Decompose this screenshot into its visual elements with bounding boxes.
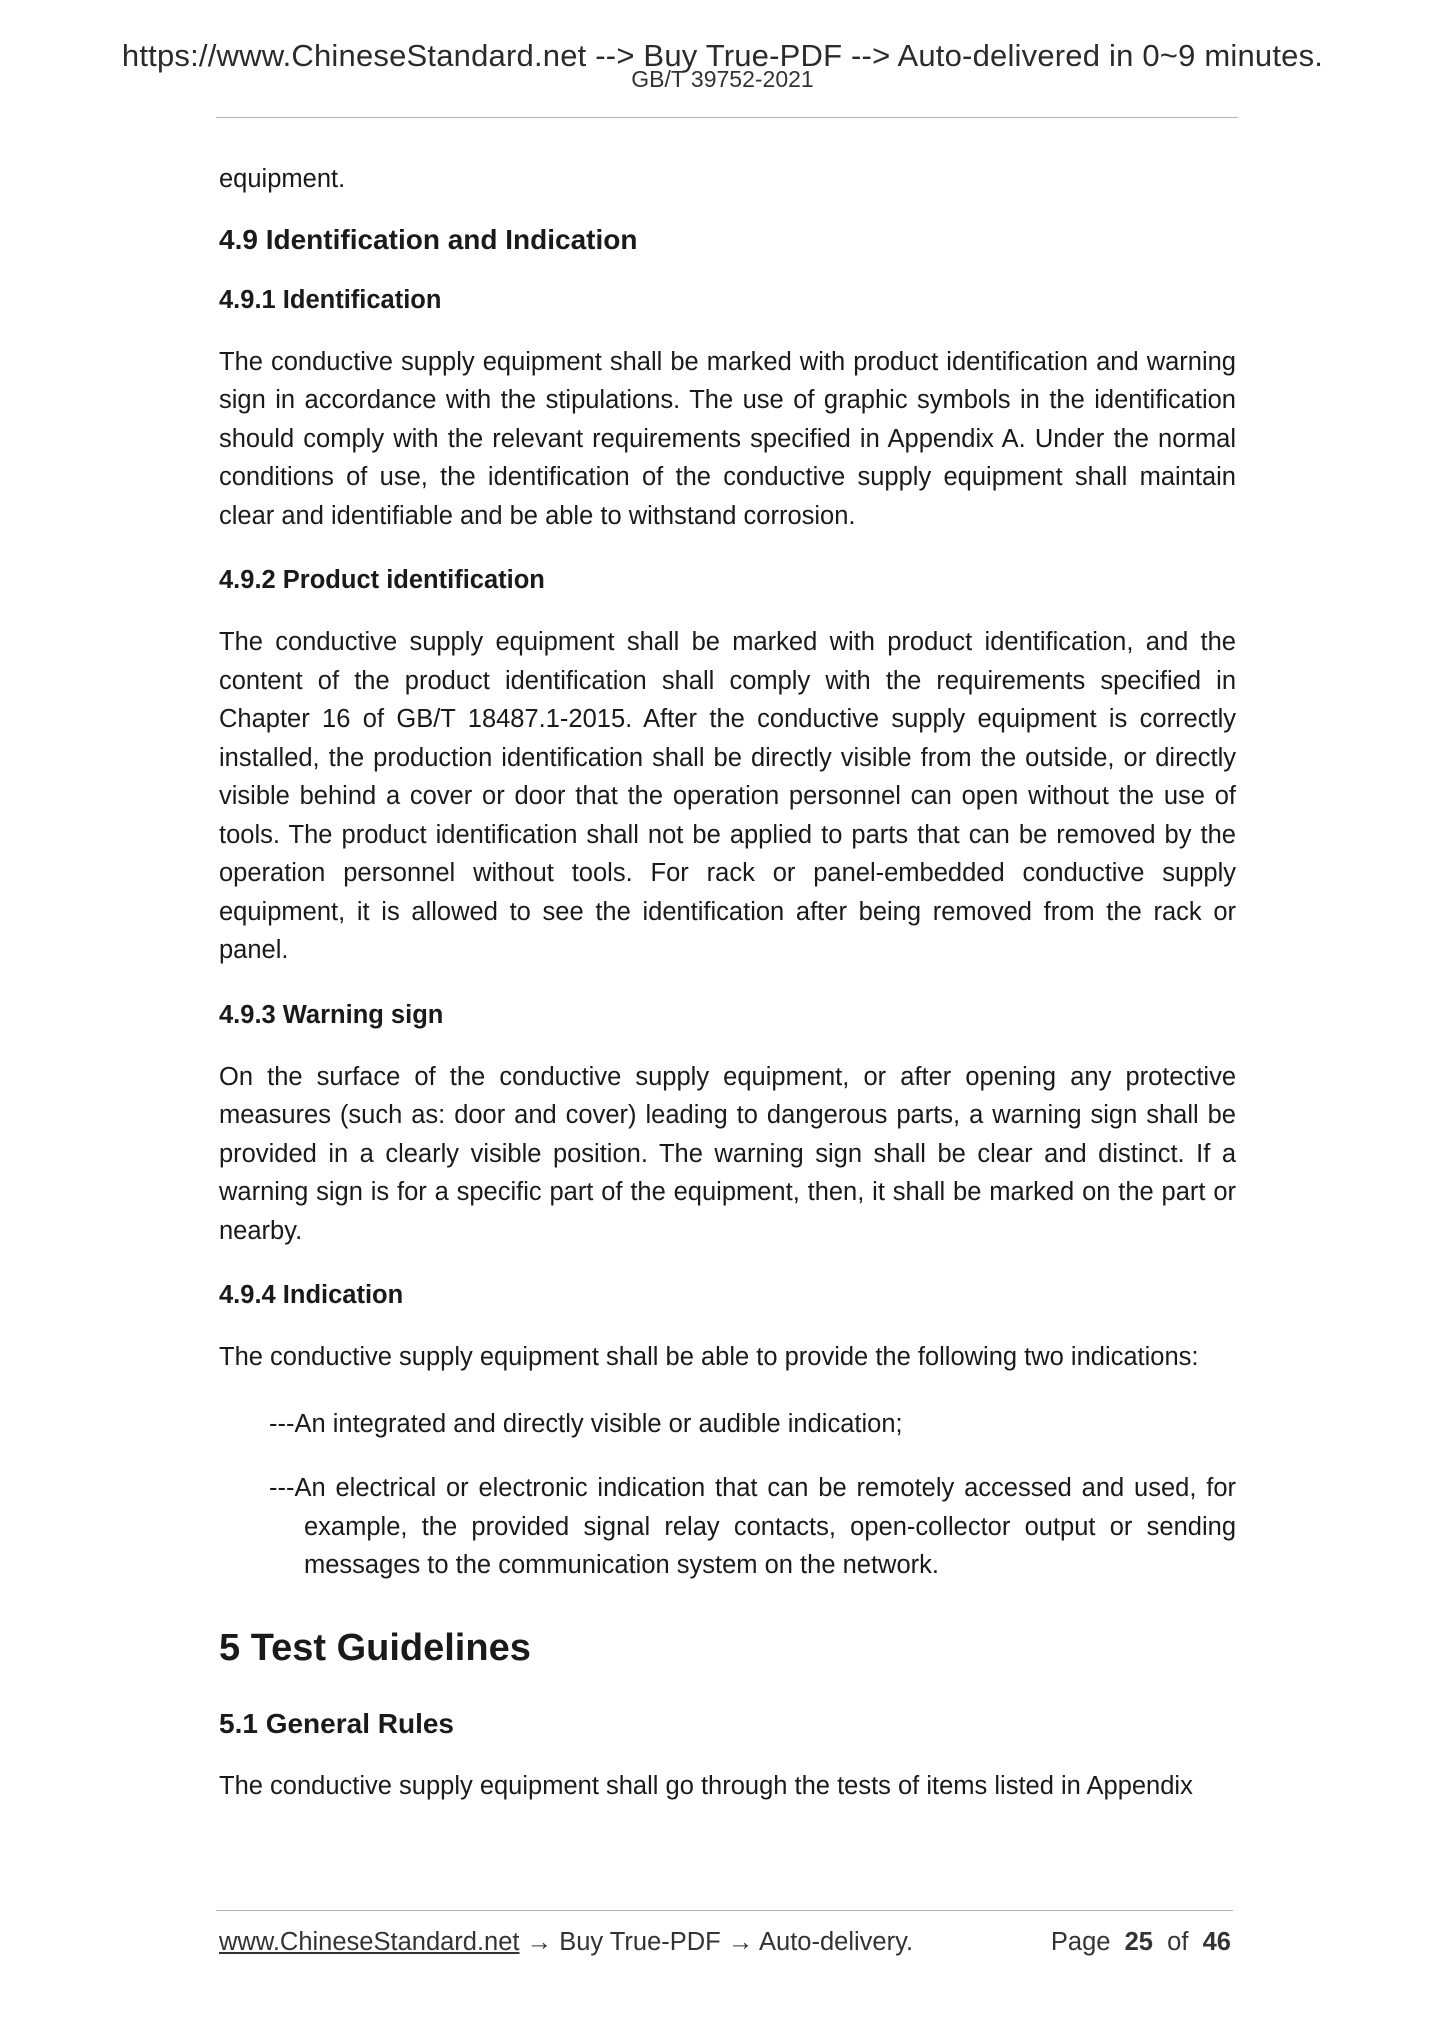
arrow-icon: → xyxy=(727,1928,754,1956)
section-4-9-1-heading: 4.9.1 Identification xyxy=(219,285,442,314)
section-4-9-3-heading: 4.9.3 Warning sign xyxy=(219,1000,444,1029)
page-label: Page xyxy=(1050,1928,1111,1956)
lead-in-text: equipment. xyxy=(219,165,346,193)
section-4-9-2-heading: 4.9.2 Product identification xyxy=(219,566,545,594)
list-item: ---An integrated and directly visible or audible indication; xyxy=(269,1409,903,1438)
footer-promo xyxy=(219,1928,913,1957)
total-pages: 46 xyxy=(1202,1928,1231,1956)
header-divider xyxy=(216,117,1238,118)
section-4-9-4-heading: 4.9.4 Indication xyxy=(219,1281,404,1309)
section-4-9-1-paragraph: The conductive supply equipment shall be marked with product identification and warning sign in accordance with the stipulations. The use of graphic symbols in the identification should comply with the relevant requirements specified in Appendix A. Under the normal conditions of use, the identification of the conductive supply equipment shall maintain clear and identifiable and be able to withstand corrosion. xyxy=(219,347,1236,530)
of-label: of xyxy=(1167,1928,1189,1956)
footer-divider xyxy=(216,1910,1233,1911)
list-item: ---An electrical or electronic indication that can be remotely accessed and used, for example, the provided signal relay contacts, open-collector output or sending messages to the communication system on the network. xyxy=(269,1474,1236,1579)
page-number: 25 xyxy=(1124,1928,1153,1956)
source-banner: https://www.ChineseStandard.net --> Buy True-PDF --> Auto-delivered in 0~9 minutes. xyxy=(121,38,1324,73)
section-5-1-heading: 5.1 General Rules xyxy=(219,1707,455,1739)
page-indicator xyxy=(1051,1928,1231,1957)
section-5-1-paragraph: The conductive supply equipment shall go through the tests of items listed in Appendix xyxy=(219,1771,1193,1800)
section-4-9-4-paragraph: The conductive supply equipment shall be able to provide the following two indications: xyxy=(219,1343,1199,1371)
buy-true-pdf-text: Buy True-PDF xyxy=(559,1928,721,1956)
section-4-9-3-paragraph: On the surface of the conductive supply equipment, or after opening any protective measures (such as: door and cover) leading to dangerous parts, a warning sign shall be provided in a clearly visible position. The warning sign shall be clear and distinct. If a warning sign is for a specific part of the equipment, then, it shall be marked on the part or nearby. xyxy=(219,1062,1236,1245)
arrow-icon: → xyxy=(526,1928,553,1956)
section-4-9-2-paragraph: The conductive supply equipment shall be marked with product identification, and the content of the product identification shall comply with the requirements specified in Chapter 16 of GB/T 18487.1-2015. After the conductive supply equipment is correctly installed, the production identification shall be directly visible from the outside, or directly visible behind a cover or door that the operation personnel can open without the use of tools. The product identification shall not be applied to parts that can be removed by the operation personnel without tools. For rack or panel-embedded conductive supply equipment, it is allowed to see the identification after being removed from the rack or panel. xyxy=(219,628,1236,964)
auto-delivery-text: Auto-delivery. xyxy=(759,1928,914,1956)
chapter-5-heading: 5 Test Guidelines xyxy=(219,1626,531,1669)
section-4-9-heading: 4.9 Identification and Indication xyxy=(219,223,638,255)
site-link[interactable]: www.ChineseStandard.net xyxy=(219,1928,520,1956)
standard-code: GB/T 39752-2021 xyxy=(631,66,814,92)
document-body xyxy=(219,160,1236,1833)
